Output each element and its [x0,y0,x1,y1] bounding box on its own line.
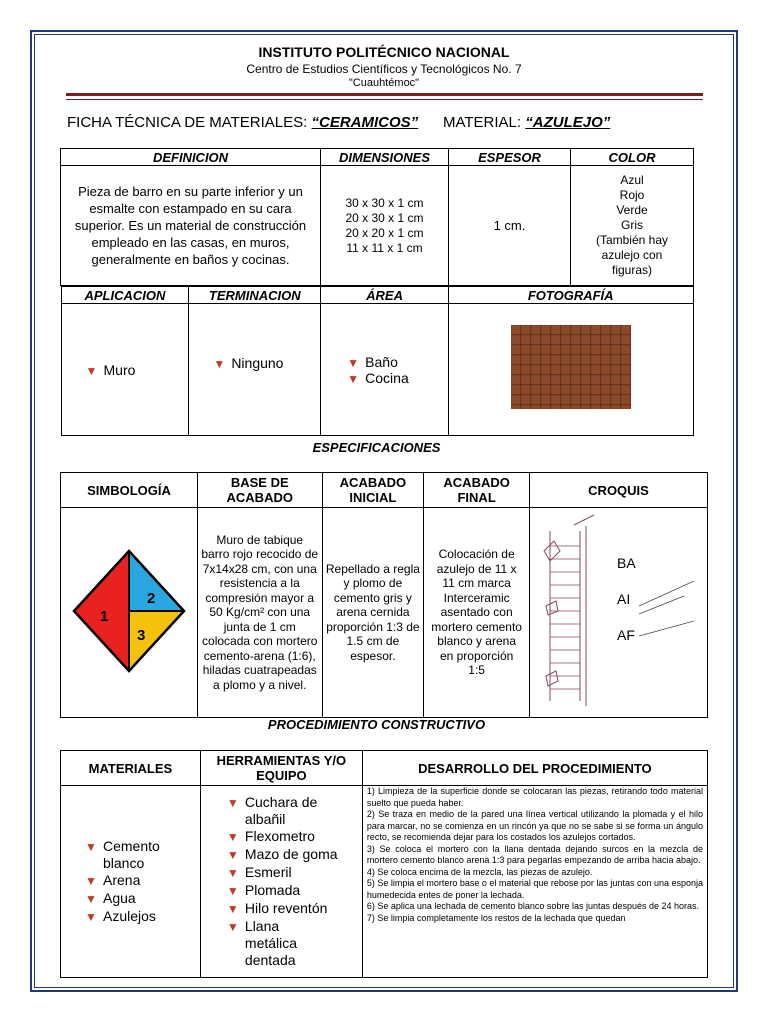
bullet-icon: ▼ [85,839,97,854]
area-item: Baño [365,353,398,370]
diamond-number-1: 1 [99,607,109,625]
color-item: Rojo [619,188,645,202]
simbologia-cell [61,508,198,718]
header-inicial: ACABADO INICIAL [322,473,424,508]
color-item: Azul [620,173,644,187]
material-label: MATERIAL: [443,114,522,131]
header-herramientas: HERRAMIENTAS Y/O EQUIPO [200,751,362,786]
header-simbologia: SIMBOLOGÍA [61,473,198,508]
procedure-step: 4) Se coloca encima de la mezcla, las piezas de azulejo. [366,866,593,877]
dimension-item: 11 x 11 x 1 cm [346,240,423,255]
herramienta-item: Flexometro [244,828,315,844]
bullet-icon: ▼ [226,920,239,934]
material-heading [443,114,610,131]
croquis-label-ai: AI [616,590,630,607]
color-item: Gris [621,218,643,232]
bullet-icon: ▼ [226,902,239,916]
herramienta-item: Hilo reventón [244,900,328,916]
color-item: azulejo con [601,248,663,262]
header-espesor: ESPESOR [449,149,571,166]
bullet-icon: ▼ [226,884,239,898]
aplicacion-cell [61,304,189,436]
diamond-number-2: 2 [146,589,156,607]
materiales-cell [61,786,201,978]
procedure-step: 1) Limpieza de la superficie donde se colocaran las piezas, retirando todo material suelto que pueda haber. [366,786,703,808]
color-cell [571,166,694,286]
procedure-step: 5) Se limpia el mortero base o el material que rebose por las juntas con una esponja humedecida entes de poner la lechada. [366,878,704,900]
header-final: ACABADO FINAL [424,473,530,508]
center-subtitle: "Cuauhtémoc" [348,77,420,89]
bullet-icon: ▼ [85,909,97,924]
header-aplicacion: APLICACION [61,287,189,304]
header-croquis: CROQUIS [530,473,708,508]
dimension-item: 30 x 30 x 1 cm [345,195,424,210]
header-fotografia: FOTOGRAFÍA [448,287,693,304]
procedure-table [60,750,708,978]
aplicacion-item: Muro [103,361,136,378]
institution-title: INSTITUTO POLITÉCNICO NACIONAL [258,44,510,60]
base-acabado-text: Muro de tabique barro rojo recocido de 7x14x28 cm, con una resistencia a la compresión mayor a 50 Kg/cm² con una junta de 1 cm colocada con mortero cemento-arena (1:6), hiladas cuatrapeadas a plomo y a nivel. [197,508,322,718]
material-item: Azulejos [103,907,156,924]
bullet-icon: ▼ [213,356,226,371]
bullet-icon: ▼ [226,830,239,844]
dimensiones-cell [321,166,449,286]
procedure-step: 3) Se coloca el mortero con la llana dentada dejando surcos en la mezcla de mortero cemento blanco arena 1:3 para pegarlas empezando de arriba hacia abajo. [366,843,703,865]
header-desarrollo: DESARROLLO DEL PROCEDIMIENTO [362,751,707,786]
acabado-final-text: Colocación de azulejo de 11 x 11 cm marca Interceramic asentado con mortero cemento blanco y arena en proporción 1:5 [424,508,530,718]
desarrollo-cell [362,786,707,978]
procedure-step: 7) Se limpia completamente los restos de la lechada que quedan [366,912,626,923]
herramienta-item: Cuchara de albañil [244,794,318,827]
bullet-icon: ▼ [85,891,97,906]
material-item: Arena [103,871,141,888]
herramienta-item: Mazo de goma [244,846,338,862]
terminacion-item: Ninguno [231,354,284,371]
ficha-heading [67,114,418,131]
ficha-label: FICHA TÉCNICA DE MATERIALES: [67,114,308,131]
material-table [60,148,694,436]
dimension-item: 20 x 20 x 1 cm [345,225,424,240]
header-definicion: DEFINICION [61,149,321,166]
croquis-label-af: AF [616,626,635,643]
procedure-step: 2) Se traza en medio de la pared una línea vertical utilizando la plomada y el hilo para marcar, no se comienza en un rincón ya que no se sabe si se forma un ángulo recto, se recomienda dejar para los costados los azulejos cortados. [366,809,703,842]
bullet-icon: ▼ [347,355,360,370]
herramientas-cell [200,786,362,978]
material-value: “AZULEJO” [525,114,611,131]
herramienta-item: Plomada [244,882,301,898]
header-rule-thin [66,99,703,100]
header-terminacion: TERMINACION [189,287,321,304]
header-base: BASE DE ACABADO [197,473,322,508]
material-item: Cemento blanco [103,837,160,871]
header-area: ÁREA [321,287,449,304]
acabado-inicial-text: Repellado a regla y plomo de cemento gris y arena cernida proporción 1:3 de 1.5 cm de espesor. [322,508,424,718]
header-dimensiones: DIMENSIONES [321,149,449,166]
bullet-icon: ▼ [226,848,239,862]
procedure-step: 6) Se aplica una lechada de cemento blanco sobre las juntas después de 24 horas. [366,901,700,911]
material-item: Agua [103,889,136,906]
color-item: Verde [616,203,648,217]
ficha-value: “CERAMICOS” [311,114,419,131]
color-item: (También hay [595,233,669,247]
specs-table [60,472,708,718]
diamond-number-3: 3 [136,626,146,644]
header-color: COLOR [571,149,694,166]
croquis-drawing [534,511,704,711]
herramienta-item: Llana metálica dentada [244,918,298,968]
area-item: Cocina [365,369,409,386]
croquis-cell [530,508,708,718]
croquis-label-ba: BA [616,554,636,571]
procedimiento-title: PROCEDIMIENTO CONSTRUCTIVO [267,717,486,732]
material-table-row2 [61,286,694,436]
bullet-icon: ▼ [85,873,97,888]
espesor-value: 1 cm. [449,166,571,286]
tile-photo [511,325,631,409]
fotografia-cell [448,304,693,436]
center-name: Centro de Estudios Científicos y Tecnológicos No. 7 [246,62,522,76]
terminacion-cell [189,304,321,436]
header-rule [66,93,703,96]
dimension-item: 20 x 30 x 1 cm [345,210,424,225]
herramienta-item: Esmeril [244,864,292,880]
especificaciones-title: ESPECIFICACIONES [312,440,441,455]
color-item: figuras) [611,263,652,277]
bullet-icon: ▼ [85,363,98,378]
definicion-text: Pieza de barro en su parte inferior y un esmalte con estampado en su cara superior. Es un material de construcción empleado en las casas, en muros, generalmente en baños y cocinas. [61,166,321,286]
area-cell [321,304,449,436]
header-materiales: MATERIALES [61,751,201,786]
bullet-icon: ▼ [226,866,239,880]
bullet-icon: ▼ [347,371,360,386]
hazard-diamond-icon [64,541,194,681]
bullet-icon: ▼ [226,796,239,810]
